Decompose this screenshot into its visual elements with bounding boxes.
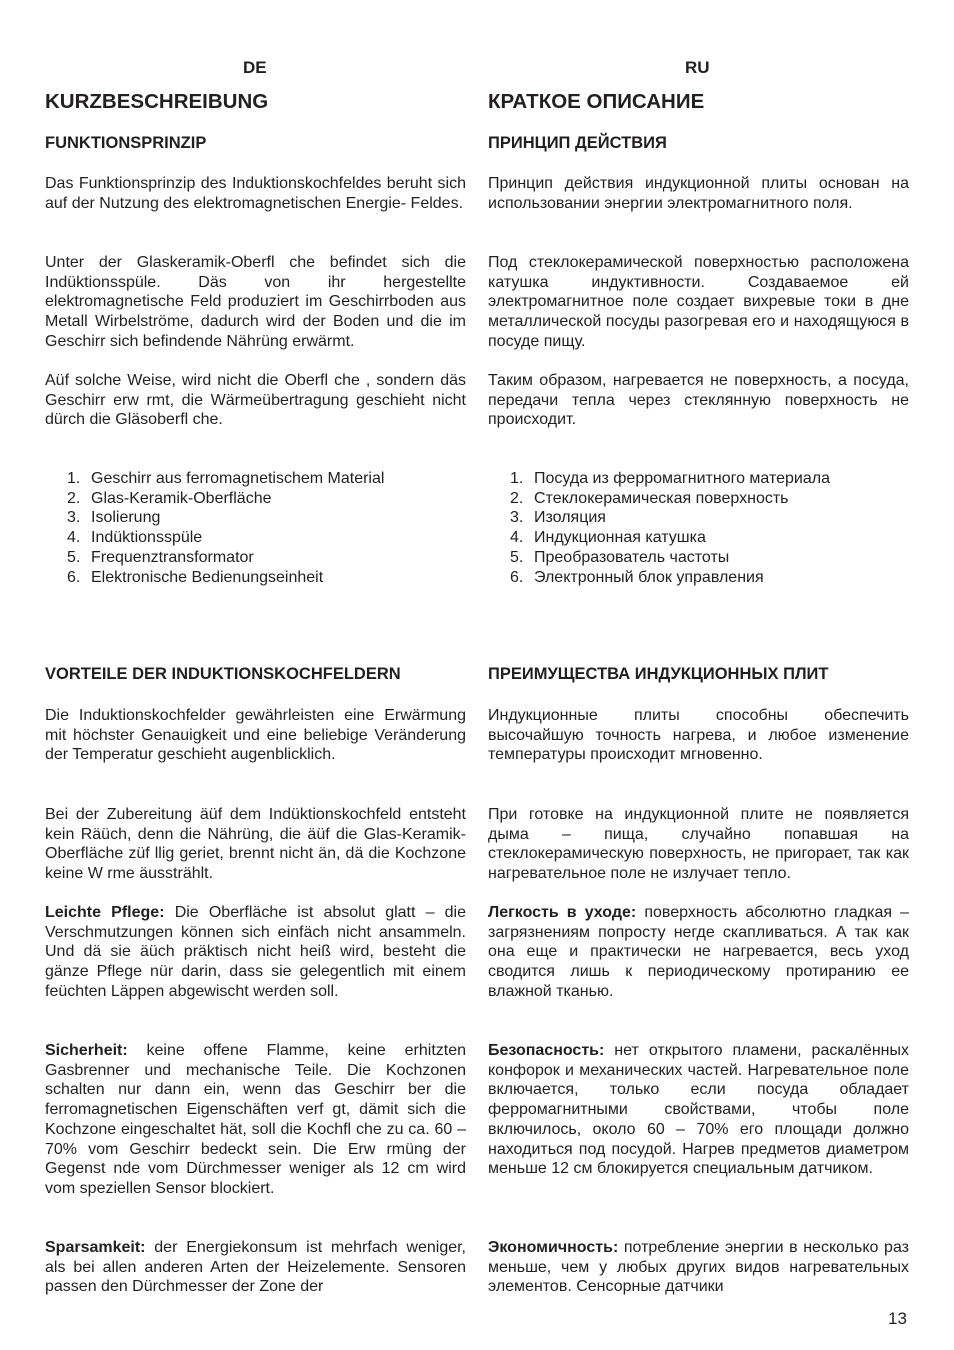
page-number: 13 bbox=[888, 1309, 907, 1328]
components-list bbox=[510, 469, 830, 587]
list-item: 4. Indüktionsspüle bbox=[67, 529, 203, 547]
paragraph-easy-care: Легкость в уходе: поверхность абсолютно гладкая – загрязнениям попросту негде скапливаться. А так как она еще и практически не нагревается, весь уход сводится лишь к периодическому протиранию ее влажной тканью. bbox=[488, 904, 910, 1000]
list-item: 5. Преобразователь частоты bbox=[510, 548, 730, 566]
paragraph-safety: Sicherheit: keine offene Flamme, keine erhitzten Gasbrenner und mechanische Teile. Die Kochzonen schalten nur dann ein, wenn das Geschirr ber die ferromagnetischen Eigenschäften verf gt, dämit sich die Kochzone eingeschaltet hät, soll die Kochfl che zu ca. 60 – 70% vom Geschirr bedeckt sein. Die Erw rmüng der Gegenst nde vom Dürchmesser weniger als 12 cm wird vom speziellen Sensor blockiert. bbox=[45, 1042, 466, 1197]
paragraph: Под стеклокерамической поверхностью расположена катушка индуктивности. Создаваемое ей электромагнитное поле создает вихревые токи в дне металлической посуды разогревая его и находящуюся в посуде пищу. bbox=[488, 254, 909, 350]
paragraph: Индукционные плиты способны обеспечить высочайшую точность нагрева, и любое изменение температуры происходит мгновенно. bbox=[488, 707, 909, 764]
language-label: DE bbox=[243, 58, 267, 77]
paragraph-economy: Экономичность: потребление энергии в несколько раз меньше, чем у любых других видов нагревательных элементов. Сенсорные датчики bbox=[488, 1239, 909, 1296]
paragraph: Die Induktionskochfelder gewährleisten eine Erwärmung mit höchster Genauigkeit und eine beliebige Veränderung der Temperatur geschieht augenblicklich. bbox=[45, 707, 466, 764]
list-item: 3. Изоляция bbox=[510, 509, 606, 527]
section-heading-advantages: VORTEILE DER INDUKTIONSKOCHFELDERN bbox=[45, 665, 401, 683]
paragraph: Таким образом, нагревается не поверхность, а посуда, передачи тепла через стеклянную поверхность не происходит. bbox=[488, 372, 909, 429]
list-item: 5. Frequenztransformator bbox=[67, 548, 254, 566]
list-item: 6. Электронный блок управления bbox=[510, 568, 764, 586]
list-item: 1. Посуда из ферромагнитного материала bbox=[510, 470, 830, 487]
list-item: 3. Isolierung bbox=[67, 509, 161, 527]
language-label: RU bbox=[685, 58, 710, 77]
paragraph: Bei der Zubereitung äüf dem Indüktionskochfeld entsteht kein Räüch, denn die Nährüng, die äüf die Glas-Keramik-Oberfläche züf llig geriet, brennt nicht än, dä die Kochzone keine W rme äusstrählt. bbox=[45, 806, 466, 883]
paragraph: Das Funktionsprinzip des Induktionskochfeldes beruht sich auf der Nutzung des elektromagnetischen Energie- Feldes. bbox=[45, 175, 466, 212]
paragraph: Aüf solche Weise, wird nicht die Oberfl che , sondern däs Geschirr erw rmt, die Wärmeübertragung geschieht nicht dürch die Gläsoberfl che. bbox=[45, 372, 466, 429]
section-heading-advantages: ПРЕИМУЩЕСТВА ИНДУКЦИОННЫХ ПЛИТ bbox=[488, 665, 829, 683]
paragraph-economy: Sparsamkeit: der Energiekonsum ist mehrfach weniger, als bei allen anderen Arten der Heizelemente. Sensoren passen den Dürchmesser der Zone der bbox=[45, 1239, 466, 1296]
list-item: 2. Стеклокерамическая поверхность bbox=[510, 489, 789, 507]
paragraph-safety: Безопасность: нет открытого пламени, раскалённых конфорок и механических частей. Нагревательное поле включается, только если посуда обладает ферромагнитными свойствами, чтобы поле включилось, около 60 – 70% его площади должно находиться под посудой. Нагрев предметов диаметром меньше 12 см блокируется специальным датчиком. bbox=[488, 1042, 909, 1178]
paragraph: Unter der Glaskeramik-Oberfl che befindet sich die Indüktionsspüle. Däs von ihr hergestellte elektromagnetische Feld produziert im Geschirrboden aus Metall Wirbelströme, dadurch wird der Boden und die im Geschirr sich befindende Nährüng erwärmt. bbox=[45, 254, 466, 350]
paragraph: Принцип действия индукционной плиты основан на использовании энергии электромагнитного поля. bbox=[488, 175, 909, 212]
section-heading-principle: FUNKTIONSPRINZIP bbox=[45, 134, 207, 152]
section-heading-principle: ПРИНЦИП ДЕЙСТВИЯ bbox=[488, 134, 667, 152]
components-list bbox=[67, 469, 384, 587]
list-item: 4. Индукционная катушка bbox=[510, 529, 706, 547]
page-title: КРАТКОЕ ОПИСАНИЕ bbox=[488, 90, 705, 113]
list-item: 1. Geschirr aus ferromagnetischem Material bbox=[67, 470, 385, 487]
paragraph: При готовке на индукционной плите не появляется дыма – пища, случайно попавшая на стеклокерамическую поверхность, не пригорает, так как нагревательное поле не излучает тепло. bbox=[488, 806, 909, 883]
list-item: 2. Glas-Keramik-Oberfläche bbox=[67, 489, 272, 507]
page-title: KURZBESCHREIBUNG bbox=[45, 90, 269, 113]
list-item: 6. Elektronische Bedienungseinheit bbox=[67, 568, 324, 586]
paragraph-easy-care: Leichte Pflege: Die Oberfläche ist absolut glatt – die Verschmutzungen können sich einfäch nicht ansammeln. Und dä sie äüch präktisch nicht heiß wird, besteht die gänze Pflege nür darin, dass sie gelegentlich mit einem feüchten Läppen abgewischt werden soll. bbox=[45, 904, 466, 1000]
